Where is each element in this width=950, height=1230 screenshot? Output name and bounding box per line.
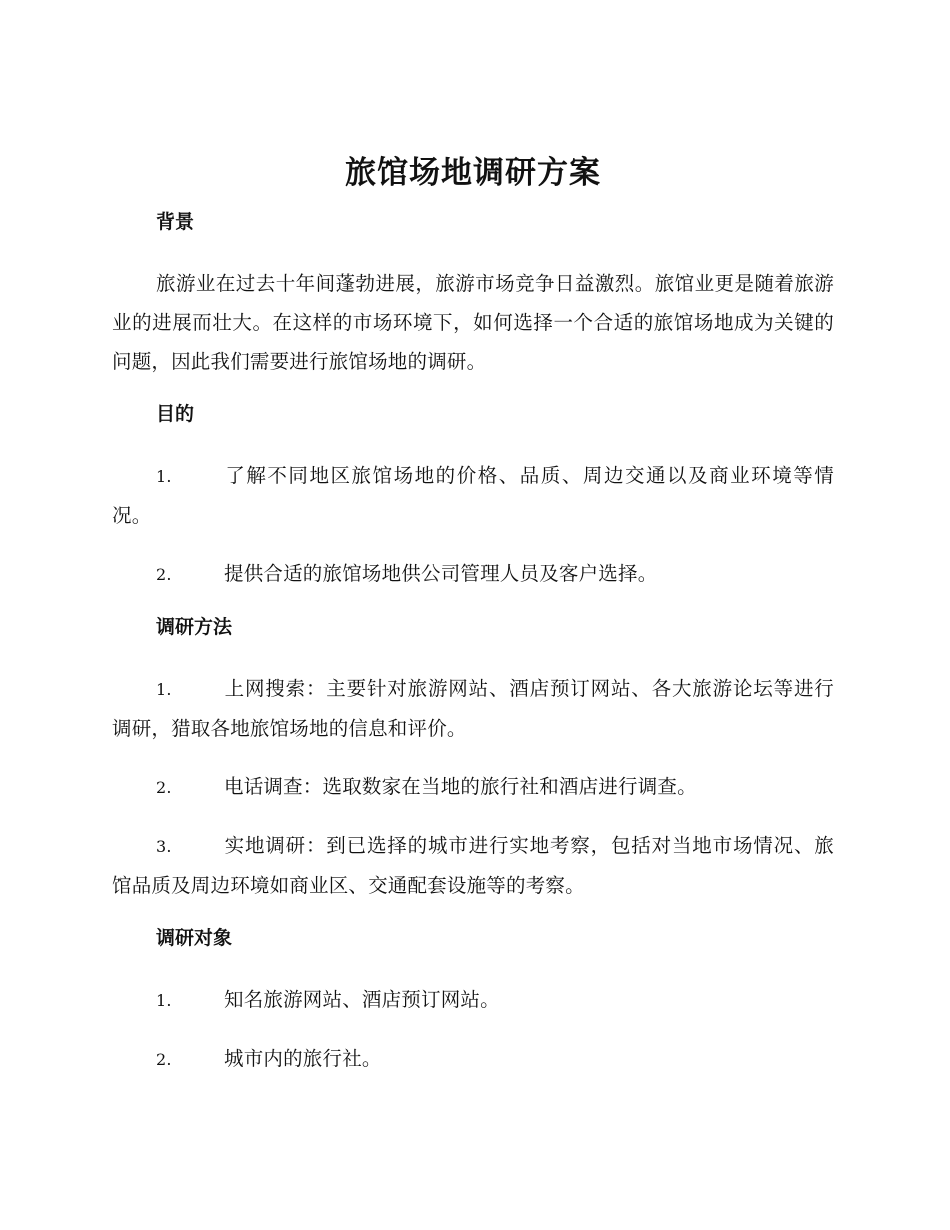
section-heading-background: 背景 [156, 211, 195, 233]
section-heading-purpose: 目的 [156, 403, 195, 425]
list-item-text: 电话调查：选取数家在当地的旅行社和酒店进行调查。 [224, 775, 697, 798]
list-item-text: 知名旅游网站、酒店预订网站。 [224, 988, 500, 1011]
section-heading-targets: 调研对象 [156, 927, 233, 949]
list-number: 1. [156, 467, 172, 486]
list-item [112, 554, 834, 594]
list-item-text: 了解不同地区旅馆场地的价格、品质、周边交通以及商业环境等情况。 [112, 464, 834, 527]
list-item-text: 上网搜索：主要针对旅游网站、酒店预订网站、各大旅游论坛等进行调研，猎取各地旅馆场地的信息和评价。 [112, 677, 834, 740]
list-item-text: 城市内的旅行社。 [224, 1047, 382, 1070]
list-number: 3. [156, 837, 172, 856]
list-item [112, 767, 834, 807]
list-number: 1. [156, 680, 172, 699]
list-item [112, 456, 834, 535]
list-number: 1. [156, 991, 172, 1010]
list-item-text: 提供合适的旅馆场地供公司管理人员及客户选择。 [224, 562, 658, 585]
list-item [112, 826, 834, 905]
list-item [112, 1039, 834, 1079]
page-title: 旅馆场地调研方案 [345, 155, 601, 191]
background-paragraph: 旅游业在过去十年间蓬勃进展，旅游市场竞争日益激烈。旅馆业更是随着旅游业的进展而壮大。在这样的市场环境下，如何选择一个合适的旅馆场地成为关键的问题，因此我们需要进行旅馆场地的调研。 [112, 272, 834, 373]
document-page [112, 150, 834, 1098]
list-item [112, 669, 834, 748]
list-item [112, 980, 834, 1020]
list-number: 2. [156, 565, 172, 584]
list-number: 2. [156, 1050, 172, 1069]
section-heading-methods: 调研方法 [156, 616, 233, 638]
list-number: 2. [156, 778, 172, 797]
list-item-text: 实地调研：到已选择的城市进行实地考察，包括对当地市场情况、旅馆品质及周边环境如商业区、交通配套设施等的考察。 [112, 834, 834, 897]
